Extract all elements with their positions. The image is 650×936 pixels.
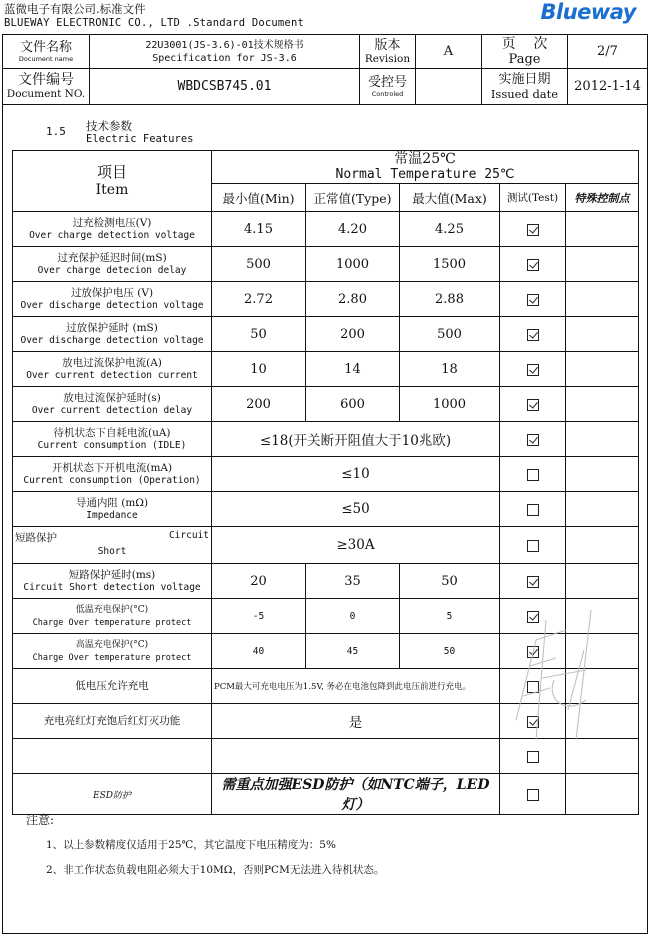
row-special-cell xyxy=(566,739,639,774)
row-min-value: -5 xyxy=(212,599,306,634)
row-test-cell xyxy=(500,669,566,704)
row-special-cell xyxy=(566,774,639,815)
table-row xyxy=(13,634,639,669)
row-special-cell xyxy=(566,564,639,599)
row-max-value: 2.88 xyxy=(400,282,500,317)
row-max-value: 50 xyxy=(400,564,500,599)
row-typ-value: 14 xyxy=(306,352,400,387)
table-row xyxy=(13,247,639,282)
row-special-cell xyxy=(566,352,639,387)
row-test-cell xyxy=(500,457,566,492)
row-typ-value: 1000 xyxy=(306,247,400,282)
row-min-value: 500 xyxy=(212,247,306,282)
row-typ-value: 200 xyxy=(306,317,400,352)
company-name: 蓝微电子有限公司.标准文件 xyxy=(4,2,146,16)
row-special-cell xyxy=(566,317,639,352)
doc-name-label: 文件名称 Document name xyxy=(3,35,90,69)
issued-label: 实施日期 Issued date xyxy=(482,69,568,105)
row-test-cell xyxy=(500,422,566,457)
doc-no-value: WBDCSB745.01 xyxy=(90,69,360,105)
issued-value: 2012-1-14 xyxy=(568,69,648,105)
section-number: 1.5 xyxy=(46,125,66,138)
revision-label: 版本 Revision xyxy=(360,35,416,69)
checkbox-empty-icon[interactable] xyxy=(527,469,539,481)
row-max-value: 1000 xyxy=(400,387,500,422)
row-test-cell xyxy=(500,352,566,387)
row-test-cell xyxy=(500,564,566,599)
row-special-cell xyxy=(566,387,639,422)
row-special-cell xyxy=(566,282,639,317)
row-max-value: 1500 xyxy=(400,247,500,282)
checkbox-empty-icon[interactable] xyxy=(527,504,539,516)
row-item-label: 过放保护电压 (V) Over discharge detection voltage xyxy=(13,282,212,317)
row-min-value: 10 xyxy=(212,352,306,387)
row-merged-value: ≤10 xyxy=(212,457,500,492)
row-min-value: 4.15 xyxy=(212,212,306,247)
section-title: 技术参数 xyxy=(86,119,132,133)
table-row xyxy=(13,352,639,387)
section-title-en: Electric Features xyxy=(86,133,194,145)
checkbox-empty-icon[interactable] xyxy=(527,681,539,693)
checkbox-checked-icon[interactable] xyxy=(527,434,539,446)
table-row xyxy=(13,739,639,774)
row-test-cell xyxy=(500,704,566,739)
electric-features-table xyxy=(12,150,639,815)
row-max-value: 4.25 xyxy=(400,212,500,247)
controlled-label: 受控号 Controled xyxy=(360,69,416,105)
row-typ-value: 35 xyxy=(306,564,400,599)
table-row xyxy=(13,212,639,247)
col-test-header: 测试(Test) xyxy=(500,184,566,212)
row-item-label xyxy=(13,739,212,774)
checkbox-checked-icon[interactable] xyxy=(527,399,539,411)
row-typ-value: 4.20 xyxy=(306,212,400,247)
row-test-cell xyxy=(500,739,566,774)
checkbox-checked-icon[interactable] xyxy=(527,611,539,623)
row-test-cell xyxy=(500,247,566,282)
row-item-label: 导通内阻 (mΩ) Impedance xyxy=(13,492,212,527)
checkbox-checked-icon[interactable] xyxy=(527,364,539,376)
controlled-value xyxy=(416,69,482,105)
checkbox-checked-icon[interactable] xyxy=(527,329,539,341)
row-min-value: 50 xyxy=(212,317,306,352)
row-item-label: 放电过流保护电流(A) Over current detection current xyxy=(13,352,212,387)
table-row xyxy=(13,564,639,599)
row-merged-value: ≥30A xyxy=(212,527,500,564)
checkbox-checked-icon[interactable] xyxy=(527,259,539,271)
row-merged-value: 是 xyxy=(212,704,500,739)
row-special-cell xyxy=(566,492,639,527)
row-item-label: 过充保护延迟时间(mS) Over charge detecion delay xyxy=(13,247,212,282)
col-max-header: 最大值(Max) xyxy=(400,184,500,212)
row-test-cell xyxy=(500,599,566,634)
table-row xyxy=(13,282,639,317)
checkbox-checked-icon[interactable] xyxy=(527,576,539,588)
table-row xyxy=(13,669,639,704)
company-name-en: BLUEWAY ELECTRONIC CO., LTD .Standard Document xyxy=(4,17,304,29)
revision-value: A xyxy=(416,35,482,69)
row-test-cell xyxy=(500,317,566,352)
row-min-value: 40 xyxy=(212,634,306,669)
notes-title: 注意: xyxy=(26,813,55,827)
row-test-cell xyxy=(500,212,566,247)
page-label: 页 次 Page xyxy=(482,35,568,69)
row-test-cell xyxy=(500,387,566,422)
row-merged-value: PCM最大可充电电压为1.5V, 务必在电池包降到此电压前进行充电。 xyxy=(212,669,500,704)
row-merged-value: ≤18(开关断开阻值大于10兆欧) xyxy=(212,422,500,457)
row-item-label: 充电亮红灯充饱后红灯灭功能 xyxy=(13,704,212,739)
document-header-table xyxy=(2,34,648,105)
temperature-header: 常温25℃ Normal Temperature 25℃ xyxy=(212,151,639,184)
blueway-logo: Blueway xyxy=(540,0,636,24)
row-special-cell xyxy=(566,704,639,739)
row-max-value: 18 xyxy=(400,352,500,387)
table-row xyxy=(13,387,639,422)
row-special-cell xyxy=(566,634,639,669)
row-test-cell xyxy=(500,634,566,669)
row-typ-value: 0 xyxy=(306,599,400,634)
table-row xyxy=(13,317,639,352)
row-item-label: 待机状态下自耗电流(uA) Current consumption (IDLE) xyxy=(13,422,212,457)
row-item-label: 过充检测电压(V) Over charge detection voltage xyxy=(13,212,212,247)
table-row xyxy=(13,492,639,527)
item-header: 项目 Item xyxy=(13,151,212,212)
row-max-value: 500 xyxy=(400,317,500,352)
row-item-label: 过放保护延时 (mS) Over discharge detection voltage xyxy=(13,317,212,352)
page-value: 2/7 xyxy=(568,35,648,69)
doc-no-label: 文件编号 Document NO. xyxy=(3,69,90,105)
row-special-cell xyxy=(566,669,639,704)
table-row xyxy=(13,527,639,564)
row-min-value: 200 xyxy=(212,387,306,422)
row-special-cell xyxy=(566,527,639,564)
col-min-header: 最小值(Min) xyxy=(212,184,306,212)
row-typ-value: 45 xyxy=(306,634,400,669)
row-min-value: 2.72 xyxy=(212,282,306,317)
row-special-cell xyxy=(566,422,639,457)
row-item-label: 短路保护 Circuit Short xyxy=(13,527,212,564)
row-min-value: 20 xyxy=(212,564,306,599)
row-special-cell xyxy=(566,599,639,634)
table-row xyxy=(13,422,639,457)
col-special-header: 特殊控制点 xyxy=(566,184,639,212)
row-special-cell xyxy=(566,212,639,247)
row-test-cell xyxy=(500,774,566,815)
checkbox-checked-icon[interactable] xyxy=(527,646,539,658)
checkbox-empty-icon[interactable] xyxy=(527,751,539,763)
row-test-cell xyxy=(500,527,566,564)
checkbox-empty-icon[interactable] xyxy=(527,540,539,552)
table-row xyxy=(13,457,639,492)
row-merged-value xyxy=(212,739,500,774)
checkbox-checked-icon[interactable] xyxy=(527,294,539,306)
checkbox-checked-icon[interactable] xyxy=(527,716,539,728)
table-row xyxy=(13,704,639,739)
row-test-cell xyxy=(500,282,566,317)
row-typ-value: 600 xyxy=(306,387,400,422)
row-item-label: 短路保护延时(ms) Circuit Short detection voltage xyxy=(13,564,212,599)
table-row xyxy=(13,599,639,634)
doc-title: 22U3001(JS-3.6)-01技术规格书 Specification for JS-3.6 xyxy=(90,35,360,69)
row-special-cell xyxy=(566,247,639,282)
row-typ-value: 2.80 xyxy=(306,282,400,317)
row-special-cell xyxy=(566,457,639,492)
col-typ-header: 正常值(Type) xyxy=(306,184,400,212)
row-item-label: 放电过流保护延时(s) Over current detection delay xyxy=(13,387,212,422)
row-item-label: 低电压允许充电 xyxy=(13,669,212,704)
row-item-label: 开机状态下开机电流(mA) Current consumption (Operation) xyxy=(13,457,212,492)
row-max-value: 5 xyxy=(400,599,500,634)
note-1: 1、以上参数精度仅适用于25℃，其它温度下电压精度为：5% xyxy=(46,839,336,851)
checkbox-empty-icon[interactable] xyxy=(527,789,539,801)
table-row xyxy=(13,774,639,815)
row-max-value: 50 xyxy=(400,634,500,669)
row-item-label: 低温充电保护(°C) Charge Over temperature protect xyxy=(13,599,212,634)
row-merged-value: 需重点加强ESD防护（如NTC端子，LED灯） xyxy=(212,774,500,815)
note-2: 2、非工作状态负载电阻必须大于10MΩ，否则PCM无法进入待机状态。 xyxy=(46,864,385,876)
row-test-cell xyxy=(500,492,566,527)
row-item-label: 高温充电保护(°C) Charge Over temperature protect xyxy=(13,634,212,669)
row-merged-value: ≤50 xyxy=(212,492,500,527)
checkbox-checked-icon[interactable] xyxy=(527,224,539,236)
row-item-label: ESD防护 xyxy=(13,774,212,815)
